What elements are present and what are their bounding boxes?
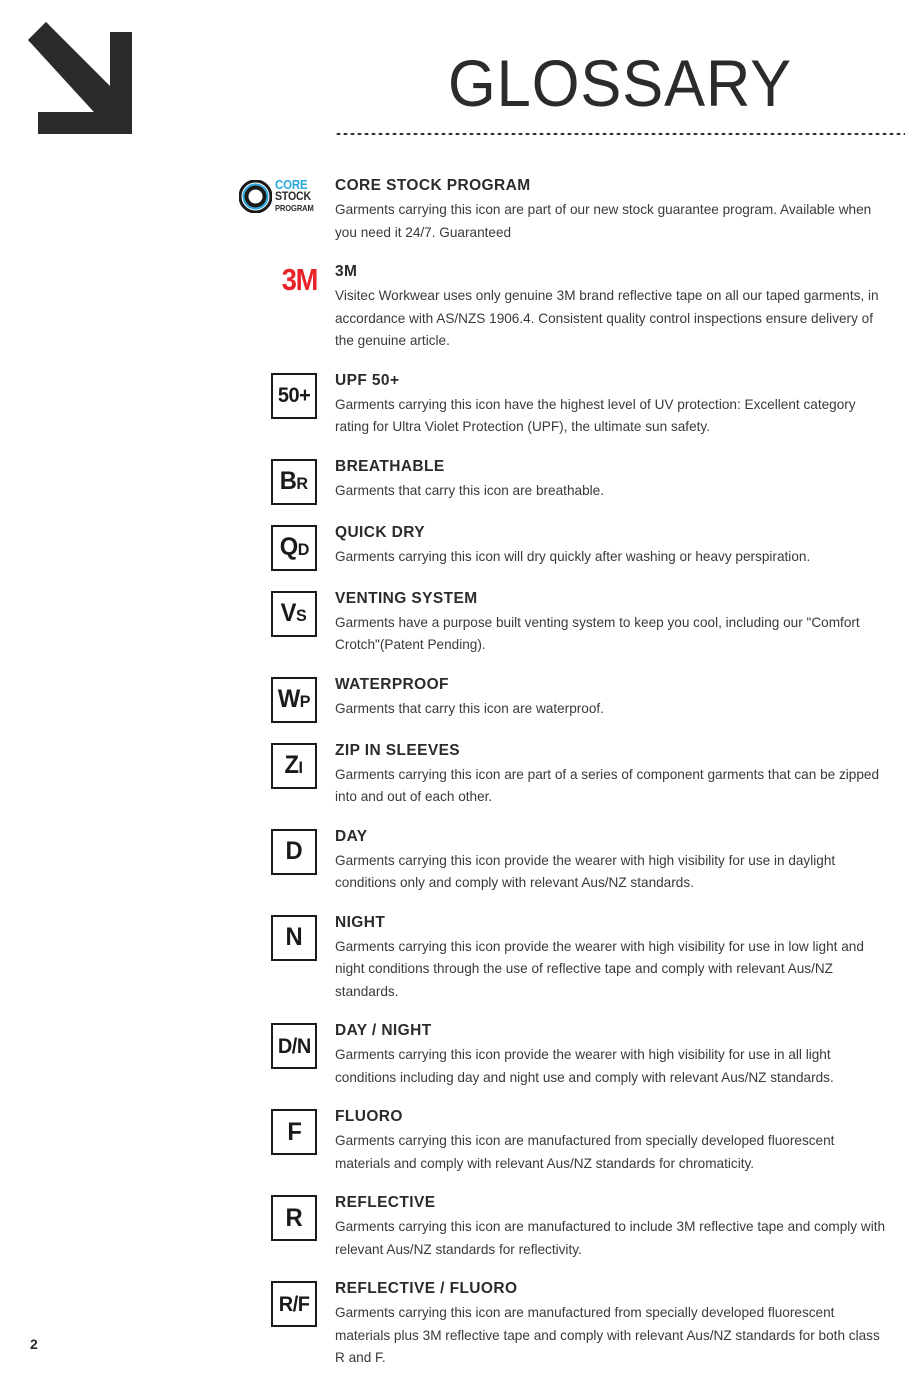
waterproof-badge-icon xyxy=(271,677,317,723)
glossary-entry-title: CORE STOCK PROGRAM xyxy=(335,177,531,194)
core-stock-program-logo xyxy=(239,178,317,214)
glossary-entry-text-cell xyxy=(335,176,902,244)
badge-label: R xyxy=(285,1203,303,1232)
glossary-entry-icon-cell xyxy=(0,741,335,789)
glossary-entry-icon-cell xyxy=(0,589,335,637)
glossary-entry-icon-cell xyxy=(0,262,335,295)
glossary-entry-text-cell xyxy=(335,913,902,1004)
core-logo-line-3: PROGRAM xyxy=(274,203,314,213)
glossary-entry-title: 3M xyxy=(335,263,358,280)
core-logo-wordmark xyxy=(275,179,317,213)
core-ring-icon xyxy=(239,180,272,213)
glossary-entry-description: Garments carrying this icon are manufactured from specially developed fluorescent materials plus 3M reflective tape and comply with relevant Aus/NZ standards for both class R and F. xyxy=(335,1305,880,1365)
dotted-divider xyxy=(335,132,905,136)
badge-label: D/N xyxy=(277,1034,311,1058)
3m-logo: 3M xyxy=(281,262,317,297)
badge-sublabel: S xyxy=(296,606,307,625)
glossary-entry-title: REFLECTIVE / FLUORO xyxy=(335,1280,518,1297)
badge-label: ZI xyxy=(284,751,304,779)
glossary-entry-icon-cell xyxy=(0,176,335,214)
glossary-entry-text-cell xyxy=(335,457,902,503)
glossary-entry-text-cell xyxy=(335,741,902,809)
glossary-entry-icon-cell xyxy=(0,523,335,571)
glossary-list xyxy=(0,176,920,1388)
badge-label: QD xyxy=(279,533,309,561)
glossary-entry-title: REFLECTIVE xyxy=(335,1194,436,1211)
glossary-entry-description: Garments that carry this icon are waterproof. xyxy=(335,700,604,716)
glossary-entry-title: VENTING SYSTEM xyxy=(335,589,478,607)
badge-sublabel: P xyxy=(299,692,311,711)
glossary-entry-icon-cell xyxy=(0,1193,335,1241)
glossary-entry-description: Garments carrying this icon are manufactured to include 3M reflective tape and comply with relevant Aus/NZ standards for reflectivity. xyxy=(335,1219,886,1257)
breathable-badge-icon xyxy=(271,459,317,505)
glossary-entry-title: UPF 50+ xyxy=(335,371,400,389)
glossary-entry-description: Garments carrying this icon are part of a series of component garments that can be zipped into and out of each other. xyxy=(335,766,880,804)
glossary-entry-description: Garments carrying this icon have the highest level of UV protection: Excellent category rating for Ultra Violet Protection (UPF), the ultimate sun safety. xyxy=(335,396,856,434)
badge-label: F xyxy=(286,1117,302,1146)
glossary-entry-title: ZIP IN SLEEVES xyxy=(335,741,461,759)
glossary-entry-text-cell xyxy=(335,1193,902,1261)
glossary-entry-description: Garments carrying this icon will dry quickly after washing or heavy perspiration. xyxy=(335,548,811,564)
glossary-entry-text-cell xyxy=(335,675,902,721)
glossary-entry xyxy=(0,176,920,244)
reflective-fluoro-badge-icon xyxy=(271,1281,317,1327)
badge-label: D xyxy=(285,837,303,865)
page-number: 2 xyxy=(30,1336,38,1352)
badge-label: N xyxy=(285,923,303,951)
zip-in-sleeves-badge-icon xyxy=(271,743,317,789)
badge-sublabel: I xyxy=(299,758,304,777)
glossary-entry xyxy=(0,1107,920,1175)
glossary-entry xyxy=(0,262,920,353)
glossary-entry-description: Garments carrying this icon are part of our new stock guarantee program. Available when you need it 24/7. Guaranteed xyxy=(335,202,872,240)
glossary-entry-title: DAY / NIGHT xyxy=(335,1022,432,1039)
page-title: GLOSSARY xyxy=(447,46,793,120)
fluoro-badge-icon xyxy=(271,1109,317,1155)
badge-sublabel: R xyxy=(296,474,308,493)
glossary-entry-text-cell xyxy=(335,589,902,657)
glossary-entry-icon-cell xyxy=(0,457,335,505)
glossary-entry-title: NIGHT xyxy=(335,913,386,931)
day-night-badge-icon xyxy=(271,1023,317,1069)
quick-dry-badge-icon xyxy=(271,525,317,571)
glossary-entry-text-cell xyxy=(335,1021,902,1089)
glossary-entry-icon-cell xyxy=(0,913,335,961)
glossary-entry-icon-cell xyxy=(0,675,335,723)
arrow-down-right-icon xyxy=(28,22,132,134)
glossary-entry-icon-cell xyxy=(0,1021,335,1069)
glossary-entry xyxy=(0,1021,920,1089)
venting-system-badge-icon xyxy=(271,591,317,637)
badge-sublabel: D xyxy=(297,540,309,559)
glossary-entry-icon-cell xyxy=(0,1279,335,1327)
glossary-entry xyxy=(0,589,920,657)
glossary-entry xyxy=(0,913,920,1004)
glossary-entry xyxy=(0,1193,920,1261)
badge-label: 50+ xyxy=(277,384,311,407)
glossary-entry xyxy=(0,371,920,439)
badge-label: WP xyxy=(277,685,311,713)
night-badge-icon xyxy=(271,915,317,961)
upf-50-plus-badge-icon xyxy=(271,373,317,419)
glossary-entry-text-cell xyxy=(335,371,902,439)
glossary-entry-title: DAY xyxy=(335,827,368,845)
glossary-entry xyxy=(0,675,920,723)
glossary-entry-description: Garments that carry this icon are breathable. xyxy=(335,482,604,498)
reflective-badge-icon xyxy=(271,1195,317,1241)
glossary-entry-title: QUICK DRY xyxy=(335,523,426,541)
glossary-entry-text-cell xyxy=(335,1279,902,1370)
glossary-entry xyxy=(0,1279,920,1370)
glossary-entry-title: BREATHABLE xyxy=(335,457,445,475)
badge-label: VS xyxy=(281,599,307,627)
core-logo-line-1: CORE xyxy=(274,177,308,192)
glossary-entry-text-cell xyxy=(335,262,902,353)
glossary-entry-text-cell xyxy=(335,523,902,569)
glossary-entry-title: WATERPROOF xyxy=(335,675,449,693)
glossary-entry xyxy=(0,457,920,505)
glossary-entry-description: Garments carrying this icon are manufactured from specially developed fluorescent materials and comply with relevant Aus/NZ standards for chromaticity. xyxy=(335,1133,835,1171)
glossary-entry xyxy=(0,741,920,809)
glossary-entry xyxy=(0,523,920,571)
glossary-entry-icon-cell xyxy=(0,371,335,419)
glossary-entry-icon-cell xyxy=(0,1107,335,1155)
glossary-entry-text-cell xyxy=(335,1107,902,1175)
glossary-entry-description: Garments carrying this icon provide the wearer with high visibility for use in all light conditions including day and night use and comply with relevant Aus/NZ standards. xyxy=(335,1047,834,1085)
glossary-entry xyxy=(0,827,920,895)
glossary-entry-icon-cell xyxy=(0,827,335,875)
day-badge-icon xyxy=(271,829,317,875)
glossary-entry-text-cell xyxy=(335,827,902,895)
badge-label: BR xyxy=(280,467,308,495)
badge-label: R/F xyxy=(278,1292,310,1316)
glossary-entry-title: FLUORO xyxy=(335,1108,403,1125)
glossary-entry-description: Garments carrying this icon provide the wearer with high visibility for use in low light and night conditions through the use of reflective tape and comply with relevant Aus/NZ standards. xyxy=(335,938,864,999)
core-logo-line-2: STOCK xyxy=(274,191,311,204)
glossary-entry-description: Garments carrying this icon provide the wearer with high visibility for use in daylight conditions only and comply with relevant Aus/NZ standards. xyxy=(335,852,836,890)
glossary-entry-description: Garments have a purpose built venting system to keep you cool, including our "Comfort Crotch"(Patent Pending). xyxy=(335,614,860,652)
glossary-entry-description: Visitec Workwear uses only genuine 3M brand reflective tape on all our taped garments, in accordance with AS/NZS 1906.4. Consistent quality control inspections ensure delivery of the genuine article. xyxy=(335,288,879,348)
